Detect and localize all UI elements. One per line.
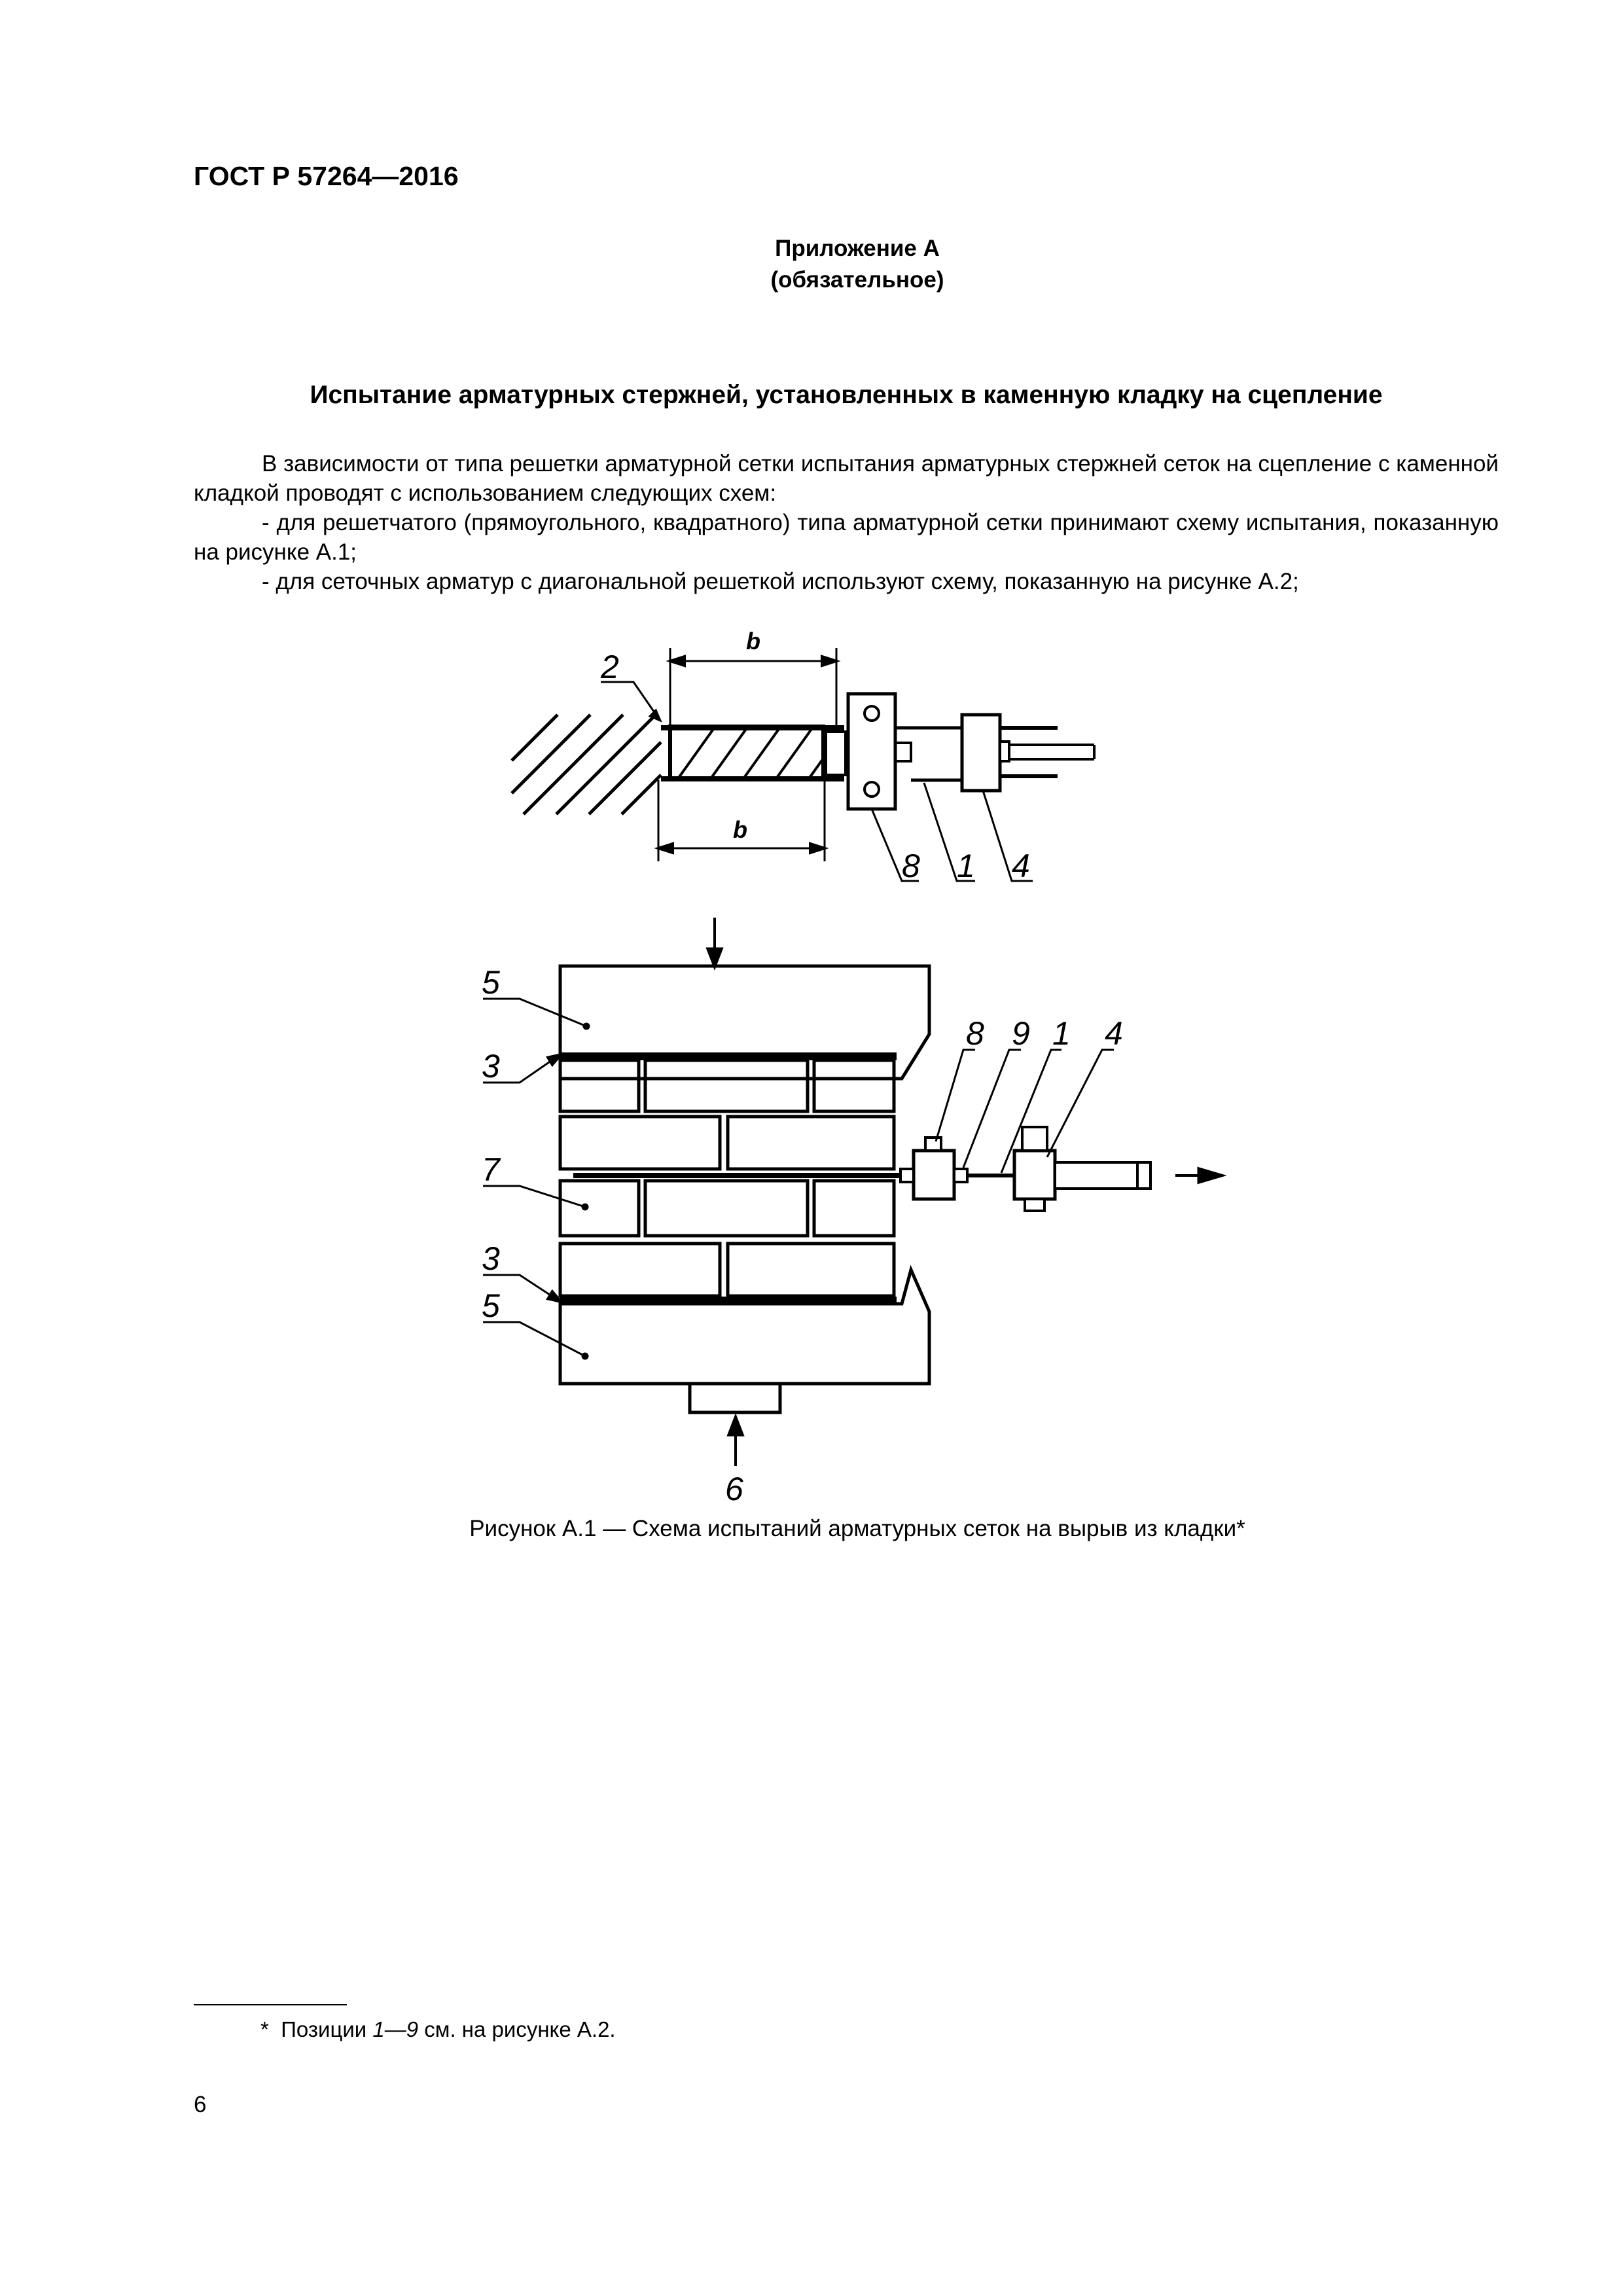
footnote-rule xyxy=(194,2004,347,2005)
callout-1-main: 1 xyxy=(1052,1015,1071,1052)
document-code: ГОСТ Р 57264—2016 xyxy=(194,161,459,191)
wall-hatching xyxy=(512,715,661,814)
footnote-suffix: см. на рисунке А.2. xyxy=(418,2017,616,2041)
embedded-rod-zone xyxy=(670,726,823,779)
callout-9: 9 xyxy=(1012,1015,1030,1052)
footnote-range: 1—9 xyxy=(372,2017,419,2041)
callout-4-top: 4 xyxy=(1012,848,1030,884)
appendix-title: Приложение А xyxy=(775,236,940,261)
bottom-plate-5 xyxy=(560,1270,929,1384)
callout-3-bottom: 3 xyxy=(482,1240,500,1277)
callout-3-top: 3 xyxy=(482,1048,500,1085)
gripper-4 xyxy=(962,715,1000,791)
bullet-item-1: - для решетчатого (прямоугольного, квадратного) типа арматурной сетки принимают схему испытания, показанную на рисунке А.1; xyxy=(194,510,1499,565)
callout-2: 2 xyxy=(601,649,619,685)
callout-4-main: 4 xyxy=(1105,1015,1123,1052)
top-schematic xyxy=(512,648,1094,881)
section-title: Испытание арматурных стержней, установленных в каменную кладку на сцепление xyxy=(310,381,1383,409)
grip-4 xyxy=(1014,1151,1055,1199)
dimension-b-bottom: b xyxy=(733,816,747,843)
footnote-prefix: Позиции xyxy=(281,2017,373,2041)
callout-6: 6 xyxy=(725,1471,743,1507)
callout-7: 7 xyxy=(482,1151,500,1188)
top-schematic-labels xyxy=(733,628,760,843)
appendix-status: (обязательное) xyxy=(770,267,944,293)
footnote xyxy=(260,2017,616,2042)
callout-5-top: 5 xyxy=(482,964,500,1001)
figure-caption: Рисунок А.1 — Схема испытаний арматурных сеток на вырыв из кладки* xyxy=(469,1516,1245,1541)
callout-5-bottom: 5 xyxy=(482,1287,500,1324)
page-number: 6 xyxy=(194,2092,207,2117)
callout-8-main: 8 xyxy=(966,1015,984,1052)
dimension-b-top: b xyxy=(746,628,760,655)
callout-1-top: 1 xyxy=(957,848,975,884)
main-schematic xyxy=(483,918,1221,1466)
footnote-marker: * xyxy=(260,2017,269,2041)
bullet-item-2: - для сеточных арматур с диагональной решеткой используют схему, показанную на рисунке А.2; xyxy=(262,569,1299,594)
clamp-8 xyxy=(848,694,895,809)
grip-8 xyxy=(914,1151,954,1199)
callout-8-top: 8 xyxy=(902,848,920,884)
body-paragraph: В зависимости от типа решетки арматурной сетки испытания арматурных стержней сеток на сцепление с каменной кладкой проводят с использованием следующих схем: xyxy=(194,451,1499,506)
